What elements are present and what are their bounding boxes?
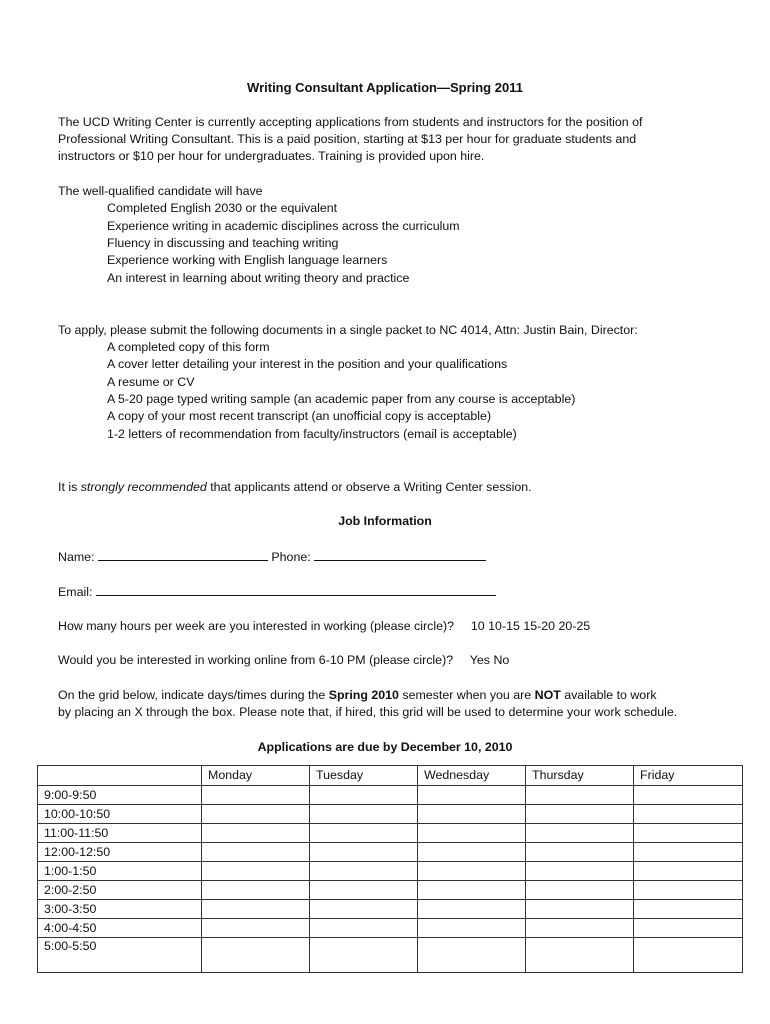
qualification-item: Fluency in discussing and teaching writing (107, 236, 339, 250)
email-row (58, 583, 738, 601)
day-header: Monday (202, 766, 310, 786)
online-row (58, 652, 738, 669)
online-question: Would you be interested in working online from 6-10 PM (please circle)? (58, 653, 454, 667)
time-slot-label: 2:00-2:50 (38, 881, 202, 900)
online-option-no[interactable]: No (493, 653, 510, 667)
time-slot-label: 1:00-1:50 (38, 862, 202, 881)
apply-heading: To apply, please submit the following documents in a single packet to NC 4014, Attn: Justin Bain, Director: (58, 323, 638, 337)
availability-cell[interactable] (526, 843, 634, 862)
availability-cell[interactable] (310, 938, 418, 973)
qualifications-heading: The well-qualified candidate will have (58, 184, 263, 198)
phone-field[interactable] (314, 548, 486, 561)
availability-cell[interactable] (310, 805, 418, 824)
time-slot-label: 3:00-3:50 (38, 900, 202, 919)
availability-cell[interactable] (634, 919, 743, 938)
availability-cell[interactable] (202, 862, 310, 881)
online-option-yes[interactable]: Yes (469, 653, 490, 667)
recommendation-note (58, 479, 738, 496)
hours-option[interactable]: 15-20 (523, 619, 556, 633)
name-phone-row (58, 548, 738, 566)
availability-cell[interactable] (418, 843, 526, 862)
grid-instructions-text: semester when you are (398, 688, 535, 702)
day-header: Tuesday (310, 766, 418, 786)
availability-cell[interactable] (526, 786, 634, 805)
apply-item: 1-2 letters of recommendation from faculty/instructors (email is acceptable) (107, 427, 517, 441)
time-slot-label: 12:00-12:50 (38, 843, 202, 862)
day-header: Friday (634, 766, 743, 786)
availability-cell[interactable] (310, 919, 418, 938)
availability-cell[interactable] (526, 824, 634, 843)
intro-line-2: Professional Writing Consultant. This is a paid position, starting at $13 per hour for graduate students and (58, 132, 637, 146)
time-slot-row (38, 862, 743, 881)
time-slot-row (38, 938, 743, 973)
availability-cell[interactable] (634, 862, 743, 881)
grid-instructions-line-1 (58, 687, 738, 704)
availability-cell[interactable] (310, 881, 418, 900)
time-slot-row (38, 900, 743, 919)
due-date: Applications are due by December 10, 2010 (257, 740, 513, 754)
grid-header-row (38, 766, 743, 786)
availability-cell[interactable] (418, 862, 526, 881)
apply-item: A copy of your most recent transcript (an unofficial copy is acceptable) (107, 409, 492, 423)
availability-cell[interactable] (418, 786, 526, 805)
time-slot-row (38, 824, 743, 843)
intro-line-3: instructors or $10 per hour for undergraduates. Training is provided upon hire. (58, 149, 485, 163)
availability-cell[interactable] (418, 824, 526, 843)
availability-cell[interactable] (634, 881, 743, 900)
availability-cell[interactable] (634, 805, 743, 824)
phone-label: Phone: (271, 550, 311, 564)
hours-row (58, 618, 738, 635)
availability-cell[interactable] (202, 805, 310, 824)
availability-cell[interactable] (310, 843, 418, 862)
recommendation-emphasis: strongly recommended (80, 480, 207, 494)
qualification-item: Experience writing in academic disciplines across the curriculum (107, 219, 460, 233)
time-slot-label: 9:00-9:50 (38, 786, 202, 805)
email-label: Email: (58, 585, 93, 599)
hours-option[interactable]: 10 (470, 619, 485, 633)
availability-cell[interactable] (202, 786, 310, 805)
day-header: Thursday (526, 766, 634, 786)
qualification-item: Experience working with English language learners (107, 253, 388, 267)
apply-item: A cover letter detailing your interest in the position and your qualifications (107, 357, 508, 371)
email-field[interactable] (96, 583, 496, 596)
availability-cell[interactable] (202, 900, 310, 919)
grid-corner-cell (38, 766, 202, 786)
availability-cell[interactable] (634, 843, 743, 862)
availability-cell[interactable] (634, 938, 743, 973)
grid-instructions-not: NOT (534, 688, 561, 702)
hours-question: How many hours per week are you interested in working (please circle)? (58, 619, 454, 633)
availability-cell[interactable] (202, 919, 310, 938)
time-slot-row (38, 805, 743, 824)
availability-cell[interactable] (526, 805, 634, 824)
apply-item: A resume or CV (107, 375, 195, 389)
availability-cell[interactable] (310, 862, 418, 881)
availability-cell[interactable] (634, 786, 743, 805)
recommendation-after: that applicants attend or observe a Writing Center session. (206, 480, 532, 494)
availability-cell[interactable] (202, 881, 310, 900)
availability-cell[interactable] (202, 938, 310, 973)
time-slot-label: 11:00-11:50 (38, 824, 202, 843)
grid-instructions-text: available to work (560, 688, 657, 702)
time-slot-label: 4:00-4:50 (38, 919, 202, 938)
grid-instructions-semester: Spring 2010 (328, 688, 399, 702)
qualification-item: An interest in learning about writing theory and practice (107, 271, 410, 285)
availability-cell[interactable] (418, 938, 526, 973)
time-slot-row (38, 919, 743, 938)
hours-option[interactable]: 10-15 (488, 619, 520, 633)
intro-line-1: The UCD Writing Center is currently accepting applications from students and instructors for the position of (58, 115, 643, 129)
recommendation-before: It is (58, 480, 81, 494)
time-slot-row (38, 881, 743, 900)
apply-item: A completed copy of this form (107, 340, 270, 354)
availability-cell[interactable] (310, 900, 418, 919)
availability-cell[interactable] (526, 919, 634, 938)
page-title: Writing Consultant Application—Spring 2011 (247, 80, 523, 95)
day-header: Wednesday (418, 766, 526, 786)
availability-cell[interactable] (418, 900, 526, 919)
availability-cell[interactable] (634, 900, 743, 919)
availability-cell[interactable] (634, 824, 743, 843)
availability-cell[interactable] (202, 824, 310, 843)
time-slot-label: 5:00-5:50 (38, 938, 202, 973)
qualification-item: Completed English 2030 or the equivalent (107, 201, 338, 215)
name-field[interactable] (98, 548, 268, 561)
availability-cell[interactable] (526, 900, 634, 919)
grid-instructions-line-2: by placing an X through the box. Please note that, if hired, this grid will be used to determine your work schedule. (58, 705, 678, 719)
availability-cell[interactable] (310, 786, 418, 805)
time-slot-row (38, 843, 743, 862)
availability-grid (37, 765, 743, 973)
name-label: Name: (58, 550, 95, 564)
availability-cell[interactable] (202, 843, 310, 862)
availability-cell[interactable] (418, 881, 526, 900)
time-slot-row (38, 786, 743, 805)
availability-cell[interactable] (310, 824, 418, 843)
availability-cell[interactable] (526, 862, 634, 881)
time-slot-label: 10:00-10:50 (38, 805, 202, 824)
job-information-heading: Job Information (338, 514, 432, 528)
availability-cell[interactable] (526, 938, 634, 973)
apply-item: A 5-20 page typed writing sample (an academic paper from any course is acceptable) (107, 392, 576, 406)
grid-instructions-text: On the grid below, indicate days/times during the (58, 688, 329, 702)
availability-cell[interactable] (418, 805, 526, 824)
hours-option[interactable]: 20-25 (558, 619, 591, 633)
availability-cell[interactable] (526, 881, 634, 900)
availability-cell[interactable] (418, 919, 526, 938)
